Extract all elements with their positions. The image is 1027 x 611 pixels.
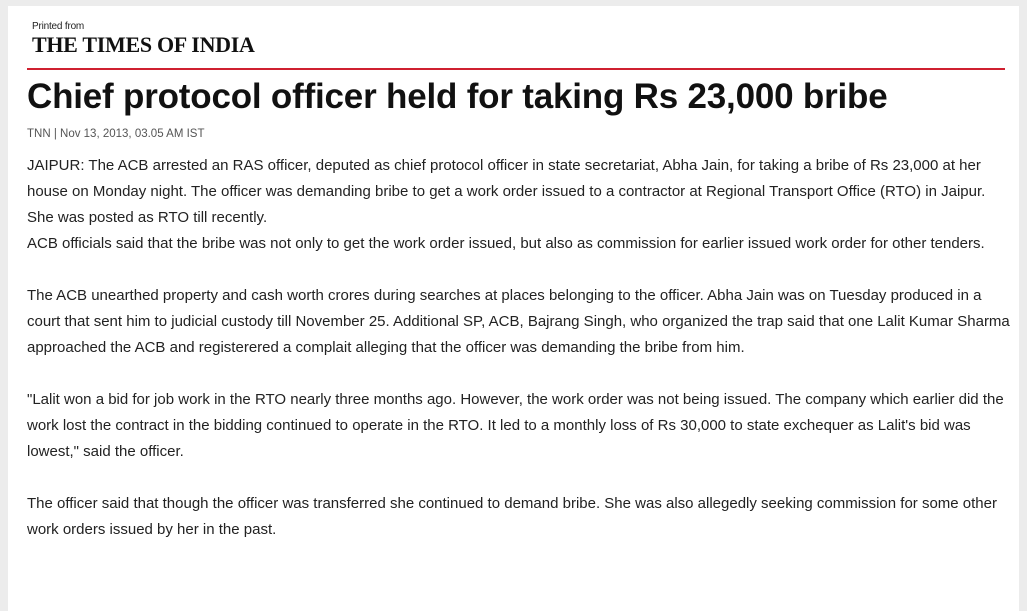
article-paragraph: "Lalit won a bid for job work in the RTO nearly three months ago. However, the work order was not being issued. The company which earlier did the work lost the contract in the bidding continued to operate in the RTO. It led to a monthly loss of Rs 30,000 to state exchequer as Lalit's bid was lowest," said the officer.	[27, 391, 1004, 460]
article-paragraph: JAIPUR: The ACB arrested an RAS officer, deputed as chief protocol officer in state secretariat, Abha Jain, for taking a bribe of Rs 23,000 at her house on Monday night. The officer was demanding bribe to get a work order issued to a contractor at Regional Transport Office (RTO) in Jaipur. She was posted as RTO till recently.	[27, 157, 986, 226]
newspaper-logo: THE TIMES OF INDIA	[32, 32, 255, 57]
red-divider	[27, 68, 1005, 70]
article-headline: Chief protocol officer held for taking Rs 23,000 bribe	[27, 77, 888, 116]
printed-page	[8, 6, 1019, 611]
printed-from-label: Printed from	[32, 21, 85, 32]
masthead	[32, 21, 255, 57]
article-paragraph: The officer said that though the officer was transferred she continued to demand bribe. She was also allegedly seeking commission for some other work orders issued by her in the past.	[27, 495, 997, 538]
article-body	[27, 153, 1012, 543]
article-paragraph: The ACB unearthed property and cash worth crores during searches at places belonging to the officer. Abha Jain was on Tuesday produced in a court that sent him to judicial custody till November 25. Additional SP, ACB, Bajrang Singh, who organized the trap said that one Lalit Kumar Sharma approached the ACB and registerered a complait alleging that the officer was demanding the bribe from him.	[27, 287, 1010, 356]
article-byline: TNN | Nov 13, 2013, 03.05 AM IST	[27, 128, 205, 140]
article-paragraph: ACB officials said that the bribe was not only to get the work order issued, but also as commission for earlier issued work order for other tenders.	[27, 235, 985, 252]
